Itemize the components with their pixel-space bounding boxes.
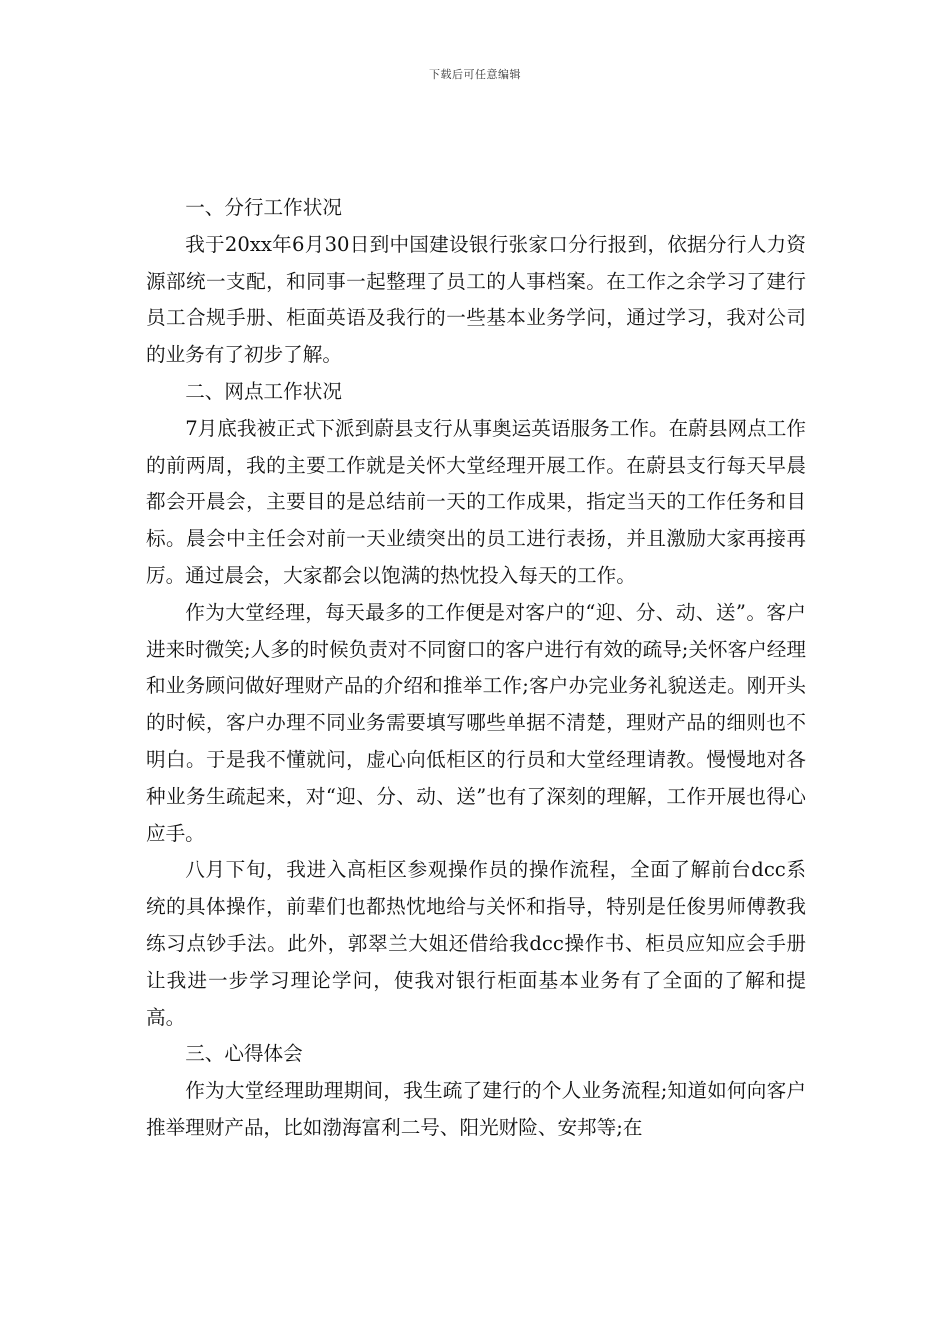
- paragraph-experience: 作为大堂经理助理期间，我生疏了建行的个人业务流程;知道如何向客户推举理财产品，比如渤海富利二号、阳光财险、安邦等;在: [146, 1079, 806, 1139]
- paragraph-high-counter: 八月下旬，我进入高柜区参观操作员的操作流程，全面了解前台dcc系统的具体操作，前辈们也都热忱地给与关怀和指导，特别是任俊男师傅教我练习点钞手法。此外，郭翠兰大姐还借给我dcc操作书、柜员应知应会手册让我进一步学习理论学问，使我对银行柜面基本业务有了全面的了解和提高。: [146, 858, 806, 1029]
- page-header-note: 下载后可任意编辑: [429, 68, 521, 81]
- section-heading-outlet-work: 二、网点工作状况: [185, 379, 342, 403]
- document-body: [146, 190, 806, 1147]
- paragraph-lobby-manager: 作为大堂经理，每天最多的工作便是对客户的“迎、分、动、送”。客户进来时微笑;人多的时候负责对不同窗口的客户进行有效的疏导;关怀客户经理和业务顾问做好理财产品的介绍和推举工作;客户办完业务礼貌送走。刚开头的时候，客户办理不同业务需要填写哪些单据不清楚，理财产品的细则也不明白。于是我不懂就问，虚心向低柜区的行员和大堂经理请教。慢慢地对各种业务生疏起来，对“迎、分、动、送”也有了深刻的理解，工作开展也得心应手。: [146, 600, 806, 845]
- section-heading-experience: 三、心得体会: [185, 1042, 303, 1066]
- paragraph-branch-work: 我于20xx年6月30日到中国建设银行张家口分行报到，依据分行人力资源部统一支配，和同事一起整理了员工的人事档案。在工作之余学习了建行员工合规手册、柜面英语及我行的一些基本业务学问，通过学习，我对公司的业务有了初步了解。: [146, 232, 806, 367]
- section-heading-branch-work: 一、分行工作状况: [185, 196, 342, 219]
- paragraph-outlet-work: 7月底我被正式下派到蔚县支行从事奥运英语服务工作。在蔚县网点工作的前两周，我的主要工作就是关怀大堂经理开展工作。在蔚县支行每天早晨都会开晨会，主要目的是总结前一天的工作成果，指定当天的工作任务和目标。晨会中主任会对前一天业绩突出的员工进行表扬，并且激励大家再接再厉。通过晨会，大家都会以饱满的热忱投入每天的工作。: [146, 416, 806, 587]
